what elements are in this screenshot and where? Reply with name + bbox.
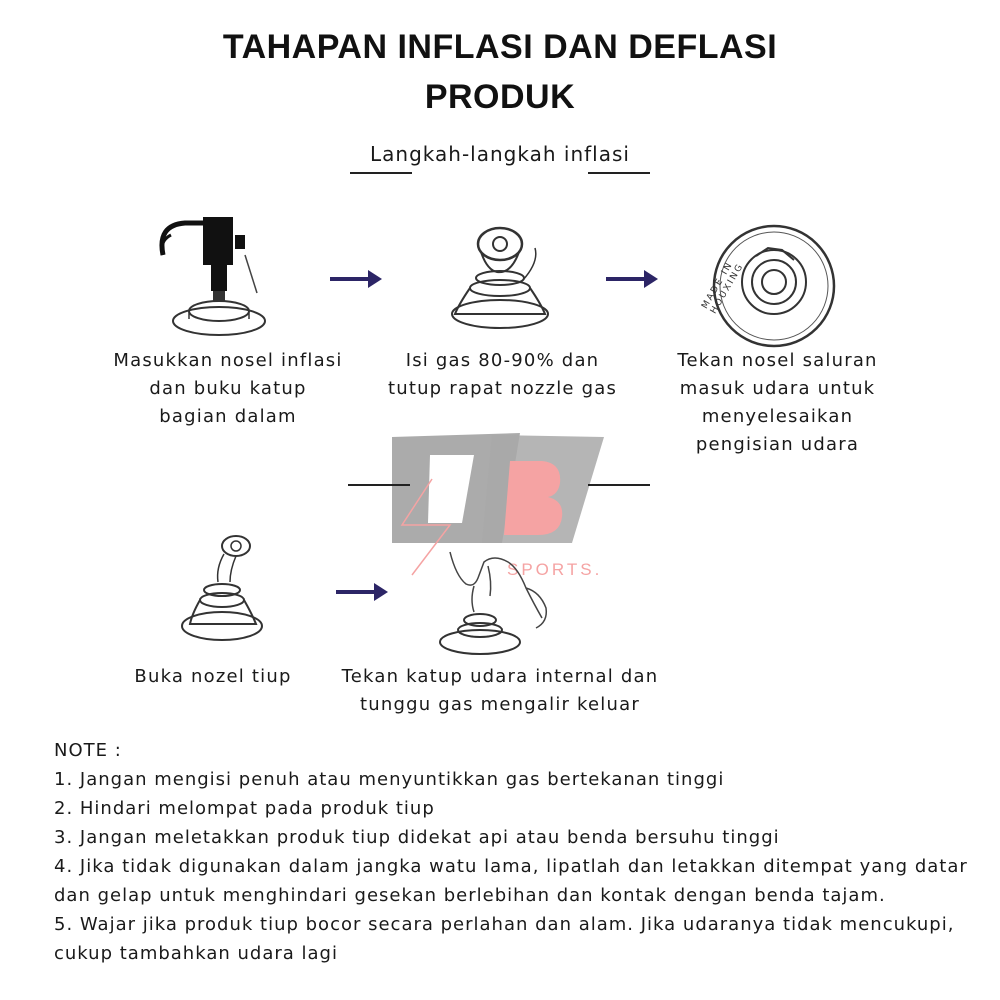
notes-section: [54, 736, 984, 968]
caption-line: Tekan nosel saluran: [677, 350, 878, 371]
caption-line: Masukkan nosel inflasi: [113, 350, 343, 371]
step4-caption: [108, 663, 318, 691]
step4-illustration: [178, 528, 278, 658]
caption-line: tunggu gas mengalir keluar: [360, 694, 640, 715]
subtitle-underline-left: [350, 172, 412, 174]
divider-right: [588, 484, 650, 486]
caption-line: tutup rapat nozzle gas: [387, 378, 618, 399]
caption-line: pengisian udara: [695, 434, 860, 455]
step5-caption: [320, 663, 680, 719]
caption-line: Buka nozel tiup: [134, 666, 292, 687]
caption-line: masuk udara untuk: [679, 378, 876, 399]
title-line-2: PRODUK: [424, 78, 576, 116]
note-item: 2. Hindari melompat pada produk tiup: [54, 798, 435, 819]
title-line-1: TAHAPAN INFLASI DAN DEFLASI: [222, 28, 778, 66]
note-heading: NOTE :: [54, 740, 122, 761]
caption-line: Tekan katup udara internal dan: [341, 666, 659, 687]
step2-illustration: [445, 222, 560, 342]
arrow-icon: [604, 268, 660, 290]
caption-line: menyelesaikan: [701, 406, 854, 427]
note-item: 1. Jangan mengisi penuh atau menyuntikkan gas bertekanan tinggi: [54, 769, 725, 790]
arrow-icon: [328, 268, 384, 290]
subtitle-underline-right: [588, 172, 650, 174]
step1-illustration: [155, 215, 275, 345]
step2-caption: [370, 347, 635, 403]
step3-caption: [650, 347, 905, 459]
caption-line: bagian dalam: [159, 406, 297, 427]
valve-embossed-text: MADE IN HOUXING: [700, 260, 747, 316]
note-item: 4. Jika tidak digunakan dalam jangka watu lama, lipatlah dan letakkan ditempat yang datar dan gelap untuk menghindari gesekan berlebihan dan kontak dengan benda tajam.: [54, 856, 968, 906]
divider-left: [348, 484, 410, 486]
step5-illustration: [430, 548, 560, 658]
page-title: [0, 22, 1000, 122]
caption-line: Isi gas 80-90% dan: [405, 350, 600, 371]
section-title: Langkah-langkah inflasi: [370, 142, 630, 166]
arrow-icon: [334, 581, 390, 603]
note-item: 5. Wajar jika produk tiup bocor secara perlahan dan alam. Jika udaranya tidak mencukupi, cukup tambahkan udara lagi: [54, 914, 955, 964]
caption-line: dan buku katup: [149, 378, 307, 399]
note-item: 3. Jangan meletakkan produk tiup didekat api atau benda bersuhu tinggi: [54, 827, 780, 848]
step1-caption: [98, 347, 358, 431]
watermark-text: SPORTS.: [507, 560, 603, 579]
